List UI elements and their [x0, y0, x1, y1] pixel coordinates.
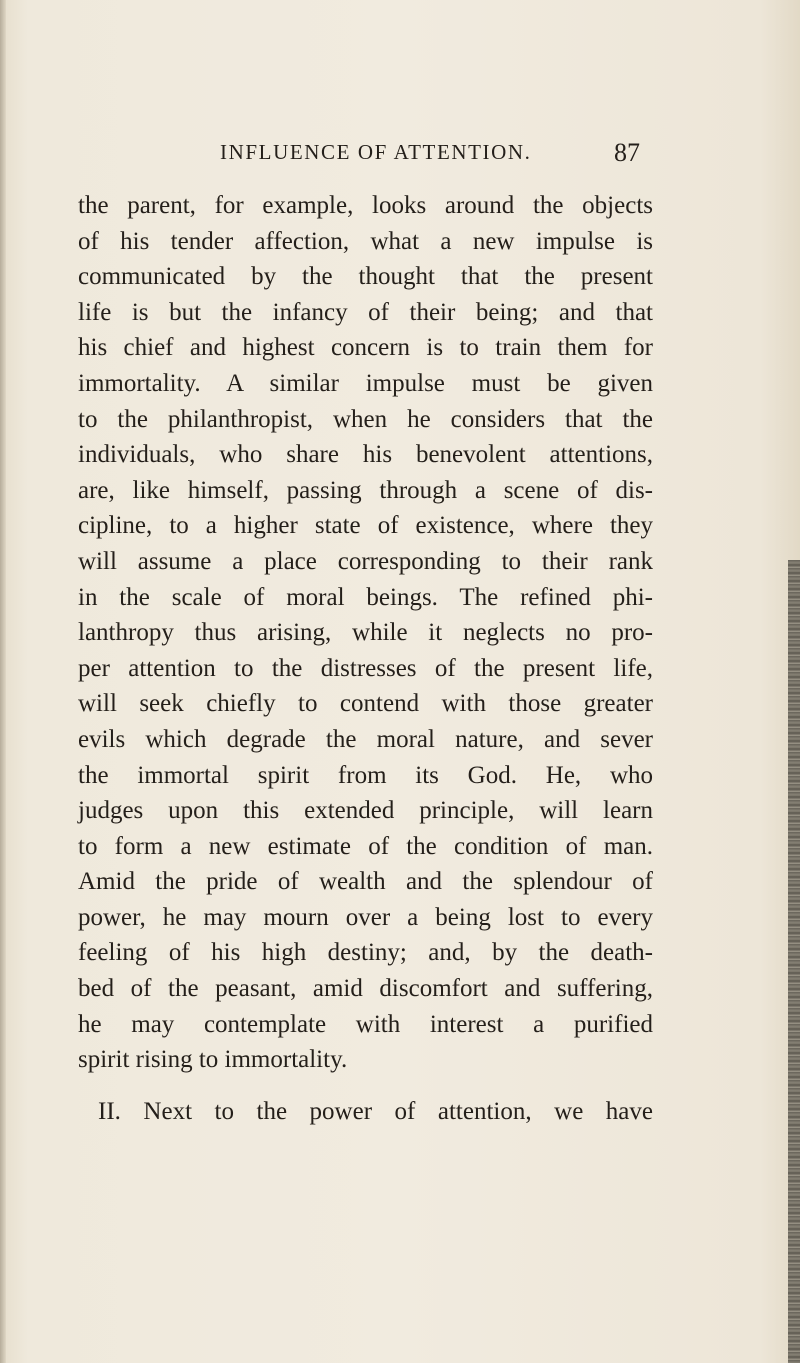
text-line: individuals, who share his benevolent attentions, — [78, 441, 653, 469]
text-line: will seek chiefly to contend with those greater — [78, 690, 653, 718]
text-line: he may contemplate with interest a purified — [78, 1010, 653, 1038]
text-line: evils which degrade the moral nature, and sever — [78, 725, 653, 753]
paragraph-gap — [78, 1078, 653, 1094]
text-line: his chief and highest concern is to train them for — [78, 334, 653, 362]
text-line: lanthropy thus arising, while it neglects no pro- — [78, 619, 653, 647]
text-line: the parent, for example, looks around the objects — [78, 192, 653, 219]
text-line: communicated by the thought that the present — [78, 263, 653, 291]
text-line: per attention to the distresses of the present life, — [78, 654, 653, 682]
text-line-paragraph-end: spirit rising to immortality. — [78, 1046, 348, 1074]
page-left-edge-shadow — [0, 0, 6, 1363]
text-line: cipline, to a higher state of existence, where they — [78, 512, 653, 540]
section-start-line: II. Next to the power of attention, we have — [98, 1097, 653, 1125]
text-line: the immortal spirit from its God. He, who — [78, 761, 653, 789]
text-line: feeling of his high destiny; and, by the death- — [78, 939, 653, 967]
text-line: power, he may mourn over a being lost to every — [78, 903, 653, 931]
running-title: INFLUENCE OF ATTENTION. — [220, 140, 532, 164]
page-number: 87 — [614, 138, 640, 167]
text-line: to the philanthropist, when he considers that the — [78, 405, 653, 433]
body-text — [78, 188, 653, 1129]
page-right-edge-binding — [788, 560, 800, 1363]
text-line: life is but the infancy of their being; and that — [78, 298, 653, 326]
text-line: of his tender affection, what a new impulse is — [78, 227, 653, 255]
text-line: bed of the peasant, amid discomfort and suffering, — [78, 975, 653, 1003]
text-line: in the scale of moral beings. The refined phi- — [78, 583, 653, 611]
text-line: Amid the pride of wealth and the splendour of — [78, 868, 653, 896]
text-line: judges upon this extended principle, will learn — [78, 797, 653, 825]
text-line: to form a new estimate of the condition of man. — [78, 832, 653, 860]
page-header — [220, 140, 640, 170]
text-line: are, like himself, passing through a scene of dis- — [78, 476, 653, 504]
text-line: immortality. A similar impulse must be given — [78, 369, 653, 397]
text-line: will assume a place corresponding to their rank — [78, 547, 653, 575]
